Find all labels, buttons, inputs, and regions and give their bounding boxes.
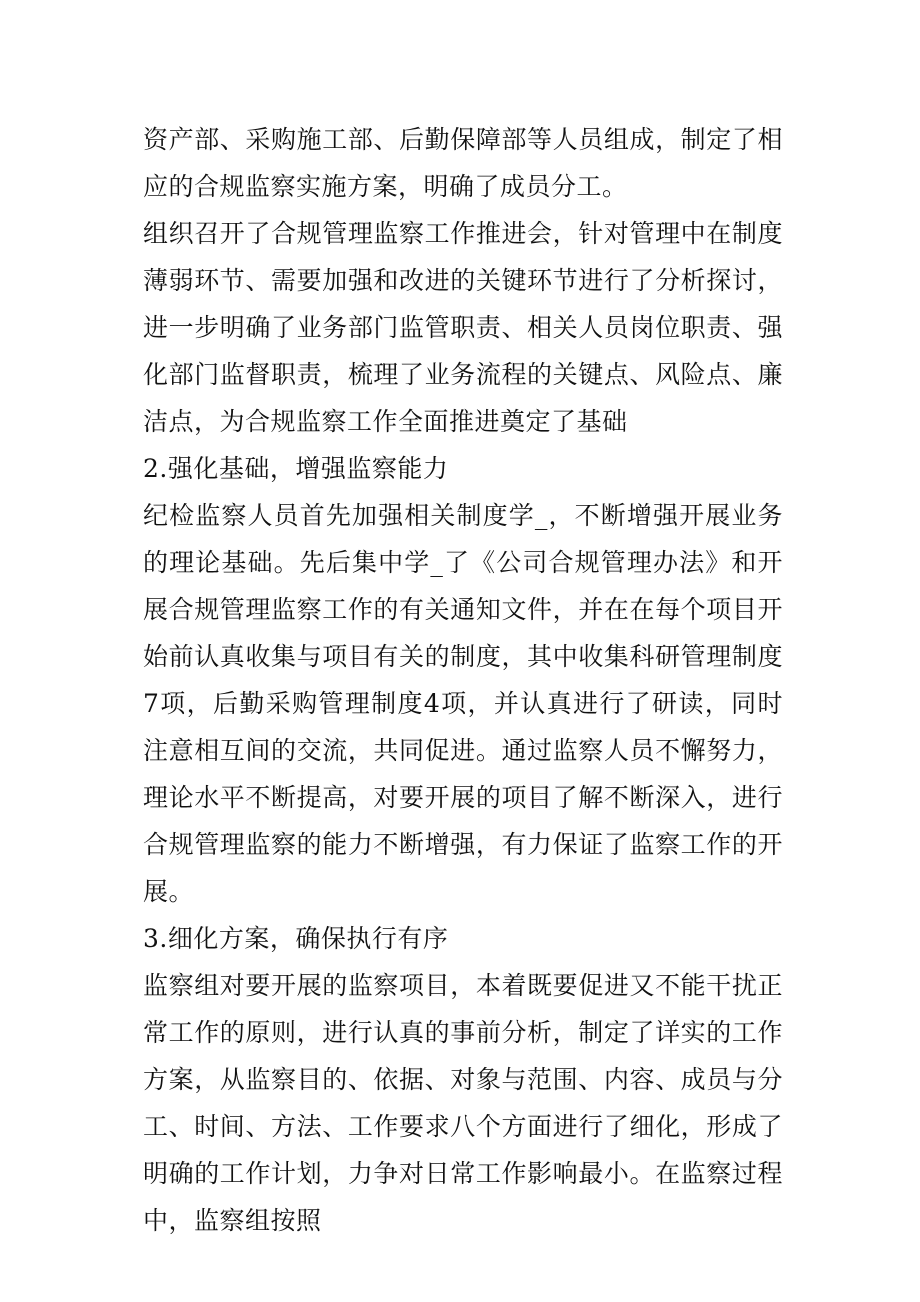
paragraph: 监察组对要开展的监察项目，本着既要促进又不能干扰正常工作的原则，进行认真的事前分析，制定了详实的工作方案，从监察目的、依据、对象与范围、内容、成员与分工、时间、方法、工作要求八个方面进行了细化，形成了明确的工作计划，力争对日常工作影响最小。在监察过程中，监察组按照 [143,971,783,1235]
section-heading: 3.细化方案，确保执行有序 [143,924,449,953]
paragraph: 纪检监察人员首先加强相关制度学_，不断增强开展业务的理论基础。先后集中学_了《公司合规管理办法》和开展合规管理监察工作的有关通知文件，并在在每个项目开始前认真收集与项目有关的制度，其中收集科研管理制度7项，后勤采购管理制度4项，并认真进行了研读，同时注意相互间的交流，共同促进。通过监察人员不懈努力，理论水平不断提高，对要开展的项目了解不断深入，进行合规管理监察的能力不断增强，有力保证了监察工作的开展。 [143,501,783,906]
paragraph: 资产部、采购施工部、后勤保障部等人员组成，制定了相应的合规监察实施方案，明确了成员分工。 [143,125,783,201]
paragraph: 组织召开了合规管理监察工作推进会，针对管理中在制度薄弱环节、需要加强和改进的关键环节进行了分析探讨，进一步明确了业务部门监管职责、相关人员岗位职责、强化部门监督职责，梳理了业务流程的关键点、风险点、廉洁点，为合规监察工作全面推进奠定了基础 [143,219,783,436]
section-heading: 2.强化基础，增强监察能力 [143,454,449,483]
document-body [143,116,783,1244]
